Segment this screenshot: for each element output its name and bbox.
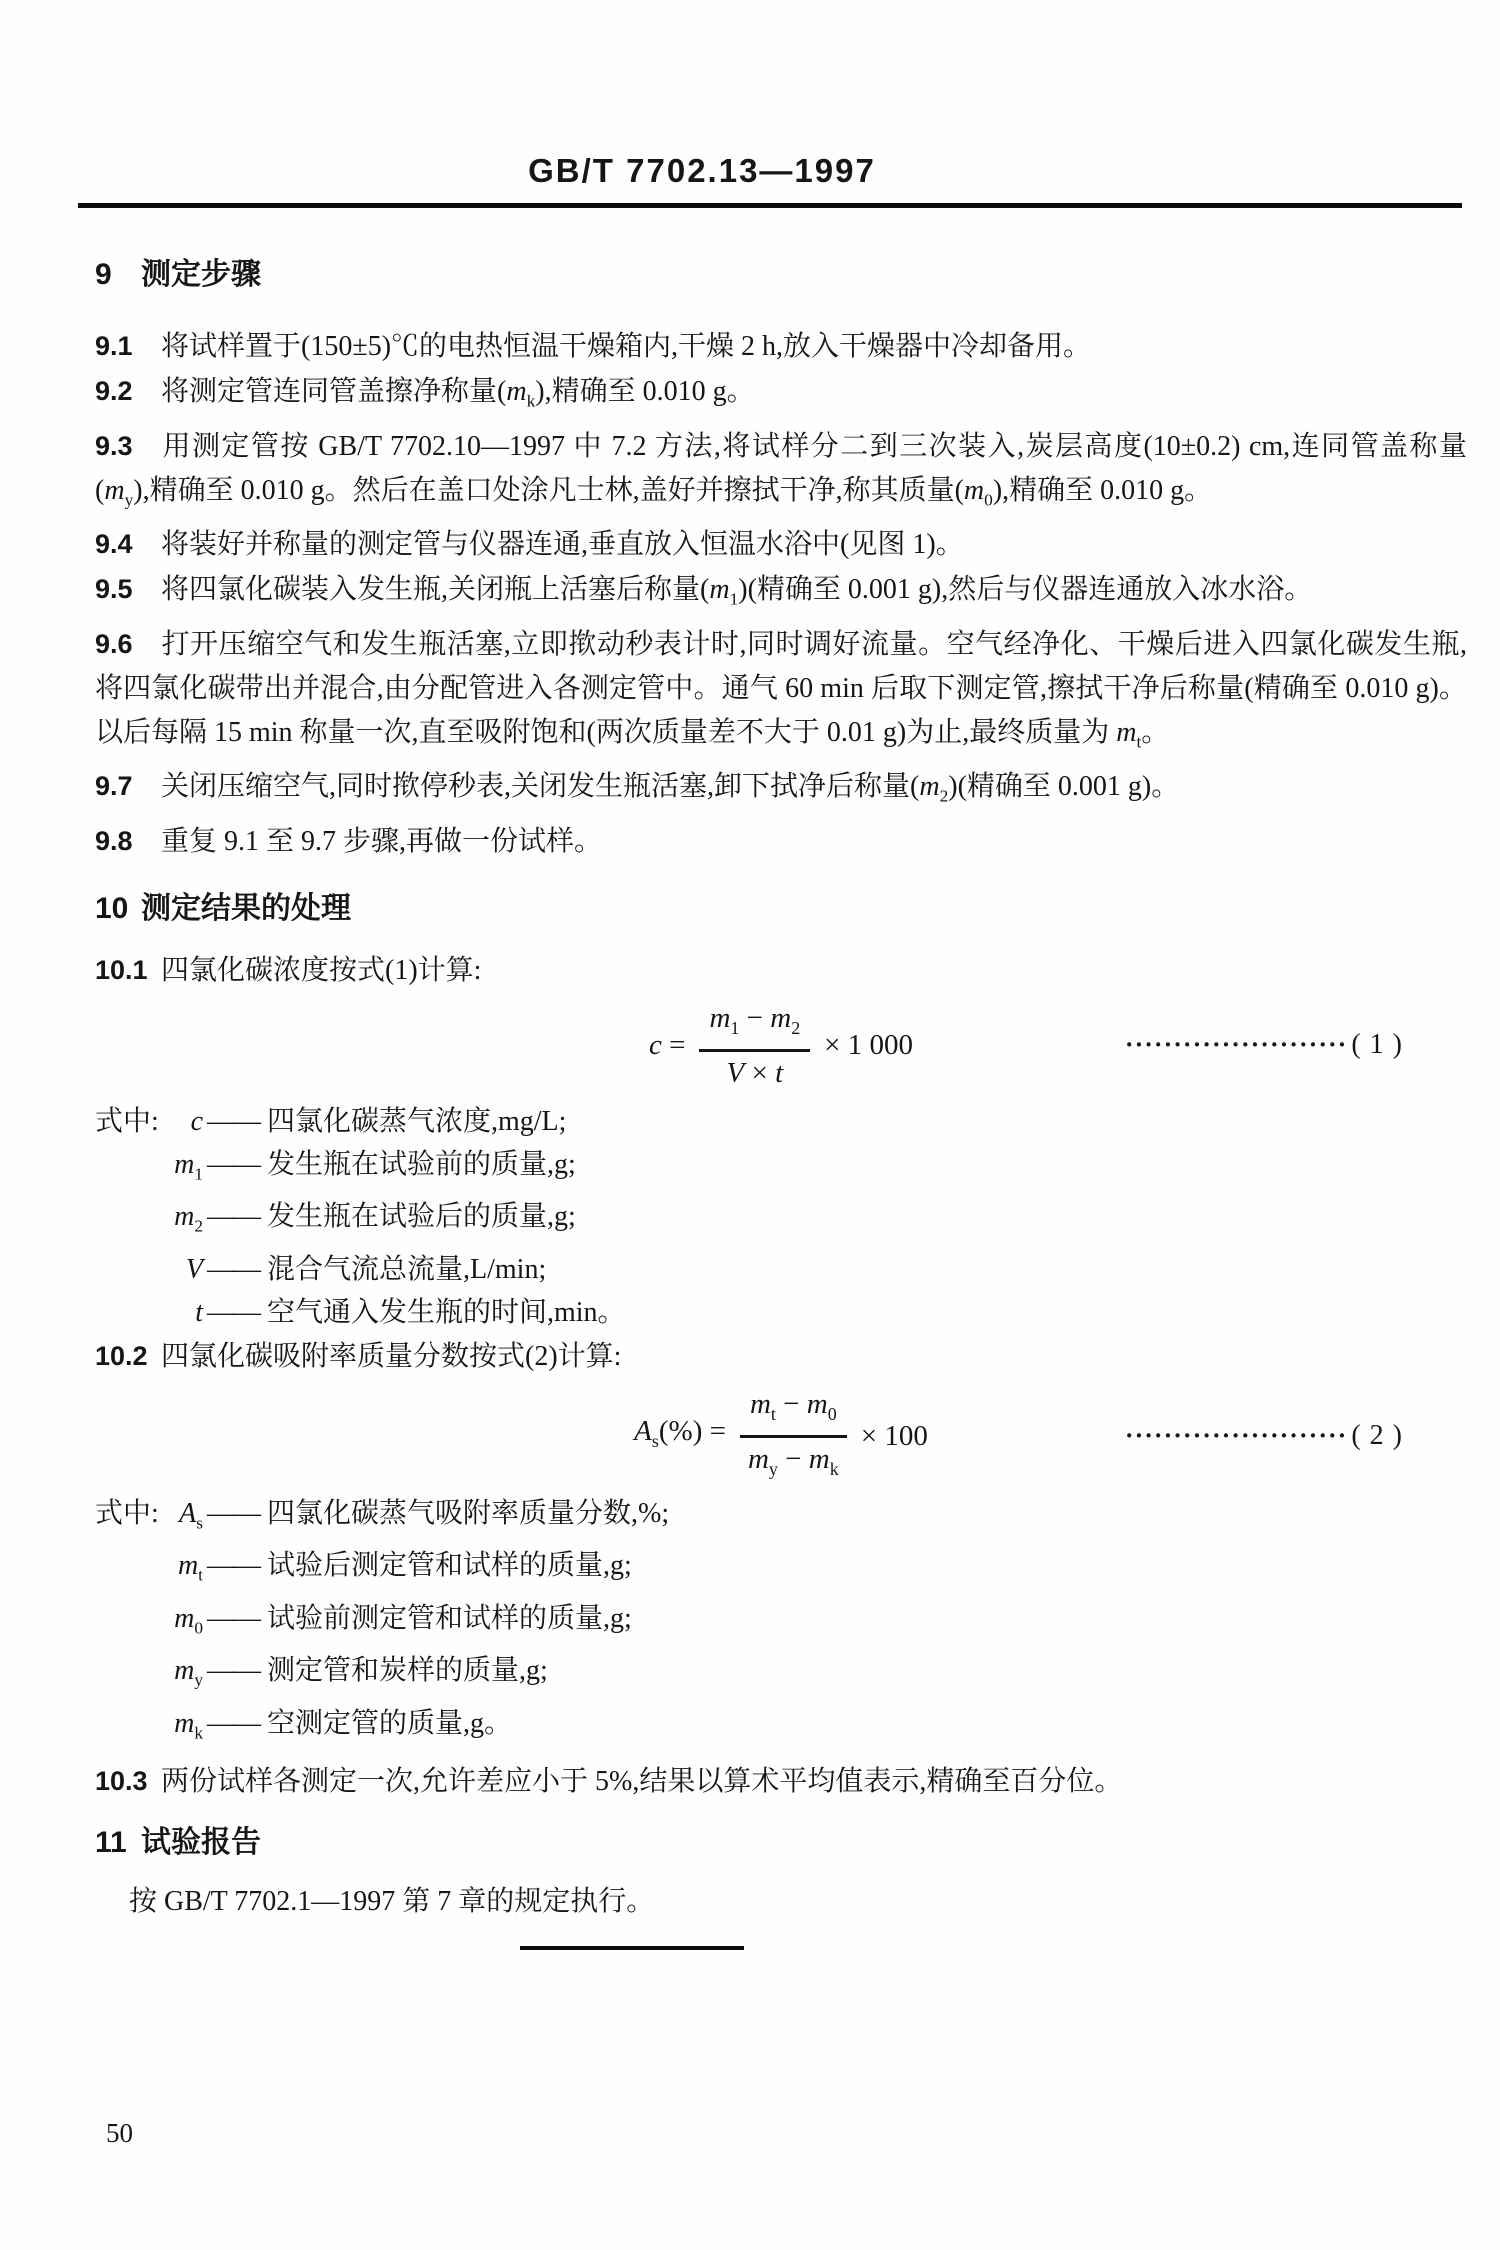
definition-dash: —— xyxy=(207,1497,259,1529)
definition-line xyxy=(95,1597,1467,1650)
header-rule xyxy=(78,203,1462,208)
clause-9-4 xyxy=(95,522,1467,567)
definition-dash: —— xyxy=(207,1296,259,1328)
page-number: 50 xyxy=(106,2118,133,2148)
formula-2 xyxy=(95,1385,1467,1488)
clause-9-2 xyxy=(95,369,1467,424)
formula-2-lhs: $A_s(\%)$ = xyxy=(634,1415,726,1452)
clause-9-5 xyxy=(95,567,1467,622)
definition-line xyxy=(95,1248,1467,1291)
clause-text: 重复 9.1 至 9.7 步骤,再做一份试样。 xyxy=(161,825,603,857)
definition-text: 试验后测定管和试样的质量,g; xyxy=(267,1550,632,1582)
section-11-heading xyxy=(95,1820,1467,1866)
formula-2-denominator: $m_y - m_k$ xyxy=(747,1442,839,1479)
clause-9-3 xyxy=(95,424,1467,523)
clause-9-8 xyxy=(95,819,1467,864)
clause-number: 9.4 xyxy=(95,529,133,560)
definition-text: 试验前测定管和试样的质量,g; xyxy=(267,1602,632,1634)
definition-text: 空气通入发生瓶的时间,min。 xyxy=(267,1296,626,1328)
where-prefix: 式中: xyxy=(95,1497,159,1529)
clause-text: 打开压缩空气和发生瓶活塞,立即揿动秒表计时,同时调好流量。空气经净化、干燥后进入四氯化碳发生瓶,将四氯化碳带出并混合,由分配管进入各测定管中。通气 60 min 后取下测定管,擦拭干净后称量(精确至 0.010 g)。以后每隔 15 min 称量一次,直至吸附饱和(两次质量差不大于 0.01 g)为止,最终质量为 $m_t$。 xyxy=(95,628,1467,752)
clause-10-3 xyxy=(95,1759,1467,1804)
clause-number: 9.3 xyxy=(95,430,133,461)
clause-number: 9.2 xyxy=(95,376,133,406)
section-11-paragraph: 按 GB/T 7702.1—1997 第 7 章的规定执行。 xyxy=(129,1885,655,1917)
end-of-document-rule xyxy=(520,1946,744,1950)
section-9-title: 测定步骤 xyxy=(141,258,261,291)
clause-9-1 xyxy=(95,324,1467,369)
section-10-heading xyxy=(95,886,1467,932)
formula-1-leader xyxy=(1125,1026,1403,1064)
formula-2-fraction xyxy=(740,1385,847,1488)
section-9-heading xyxy=(95,252,1467,298)
definition-text: 空测定管的质量,g。 xyxy=(267,1707,513,1739)
definition-line xyxy=(95,1702,1467,1755)
definition-term: $m_1$ xyxy=(174,1148,203,1184)
clause-text: 四氯化碳浓度按式(1)计算: xyxy=(161,954,482,986)
definition-term: $m_k$ xyxy=(174,1707,203,1743)
clause-number: 10.1 xyxy=(95,954,148,985)
formula-1-fraction xyxy=(699,999,810,1092)
definition-term: c xyxy=(190,1105,203,1137)
formula-1-multiplier: × 1 000 xyxy=(824,1029,914,1062)
where-prefix: 式中: xyxy=(95,1105,159,1137)
definition-dash: —— xyxy=(207,1655,259,1687)
section-9-number: 9 xyxy=(95,258,112,291)
clause-text: 关闭压缩空气,同时揿停秒表,关闭发生瓶活塞,卸下拭净后称量$(m_2)$(精确至 0.001 g)。 xyxy=(161,771,1180,806)
clause-number: 9.6 xyxy=(95,628,133,659)
formula-1-definitions xyxy=(95,1100,1467,1334)
clause-number: 10.2 xyxy=(95,1340,148,1371)
clause-text: 将四氯化碳装入发生瓶,关闭瓶上活塞后称量$(m_1)$(精确至 0.001 g),然后与仪器连通放入冰水浴。 xyxy=(161,574,1313,609)
definition-dash: —— xyxy=(207,1105,259,1137)
standard-number: GB/T 7702.13—1997 xyxy=(528,152,876,189)
formula-2-leader xyxy=(1125,1417,1403,1455)
definition-line xyxy=(95,1291,1467,1334)
section-11-title: 试验报告 xyxy=(141,1825,261,1859)
definition-line xyxy=(95,1143,1467,1196)
definition-term: V xyxy=(185,1253,203,1285)
formula-1-lhs: c = xyxy=(648,1029,686,1062)
formula-2-definitions xyxy=(95,1492,1467,1755)
clause-text: 将试样置于(150±5)℃的电热恒温干燥箱内,干燥 2 h,放入干燥器中冷却备用。 xyxy=(161,331,1092,362)
definition-line xyxy=(95,1492,1467,1545)
definition-text: 四氯化碳蒸气吸附率质量分数,%; xyxy=(267,1497,670,1529)
definition-dash: —— xyxy=(207,1148,259,1180)
clause-number: 9.5 xyxy=(95,574,133,605)
definition-term: $m_y$ xyxy=(174,1655,203,1690)
definition-line xyxy=(95,1100,1467,1143)
clause-text: 两份试样各测定一次,允许差应小于 5%,结果以算术平均值表示,精确至百分位。 xyxy=(161,1765,1123,1797)
definition-dash: —— xyxy=(207,1602,259,1634)
section-11-number: 11 xyxy=(95,1825,127,1859)
formula-1 xyxy=(95,999,1467,1092)
clause-9-7 xyxy=(95,764,1467,819)
clause-text: 将装好并称量的测定管与仪器连通,垂直放入恒温水浴中(见图 1)。 xyxy=(161,529,964,561)
definition-term: $m_t$ xyxy=(177,1550,203,1585)
clause-text: 将测定管连同管盖擦净称量$(m_k)$,精确至 0.010 g。 xyxy=(161,376,755,411)
formula-2-label: ( 2 ) xyxy=(1351,1420,1403,1452)
definition-term: $m_0$ xyxy=(174,1602,203,1638)
clause-9-6 xyxy=(95,622,1467,765)
formula-1-numerator: $m_1 - m_2$ xyxy=(699,999,810,1052)
clause-text: 用测定管按 GB/T 7702.10—1997 中 7.2 方法,将试样分二到三次装入,炭层高度(10±0.2) cm,连同管盖称量$(m_y)$,精确至 0.010 g。然后在盖口处涂凡士林,盖好并擦拭干净,称其质量$(m_0)$,精确至 0.010 g。 xyxy=(95,430,1467,510)
definition-term: $A_s$ xyxy=(179,1497,203,1533)
clause-number: 9.7 xyxy=(95,771,133,802)
formula-1-denominator: V × t xyxy=(726,1056,784,1089)
definition-text: 测定管和炭样的质量,g; xyxy=(267,1655,548,1687)
definition-line xyxy=(95,1544,1467,1597)
definition-text: 四氯化碳蒸气浓度,mg/L; xyxy=(267,1105,567,1137)
definition-text: 发生瓶在试验后的质量,g; xyxy=(267,1201,576,1233)
clause-10-2 xyxy=(95,1334,1467,1379)
definition-term: t xyxy=(195,1296,203,1328)
definition-dash: —— xyxy=(207,1201,259,1233)
section-10-number: 10 xyxy=(95,891,129,925)
formula-1-label: ( 1 ) xyxy=(1351,1029,1403,1061)
document-body xyxy=(95,246,1467,1924)
definition-line xyxy=(95,1195,1467,1248)
definition-dash: —— xyxy=(207,1707,259,1739)
formula-2-numerator: $m_t - m_0$ xyxy=(740,1385,847,1438)
leader-dots: ······················· xyxy=(1124,1421,1348,1451)
definition-dash: —— xyxy=(207,1550,259,1582)
clause-text: 四氯化碳吸附率质量分数按式(2)计算: xyxy=(161,1340,622,1372)
clause-10-1 xyxy=(95,948,1467,993)
definition-line xyxy=(95,1649,1467,1702)
clause-number: 9.8 xyxy=(95,825,133,856)
definition-dash: —— xyxy=(207,1253,259,1285)
leader-dots: ······················· xyxy=(1124,1030,1348,1060)
definition-text: 发生瓶在试验前的质量,g; xyxy=(267,1148,576,1180)
definition-text: 混合气流总流量,L/min; xyxy=(267,1253,547,1285)
section-10-title: 测定结果的处理 xyxy=(141,891,351,925)
clause-number: 10.3 xyxy=(95,1765,148,1796)
clause-number: 9.1 xyxy=(95,331,133,361)
definition-term: $m_2$ xyxy=(174,1201,203,1236)
formula-2-multiplier: × 100 xyxy=(860,1420,928,1453)
